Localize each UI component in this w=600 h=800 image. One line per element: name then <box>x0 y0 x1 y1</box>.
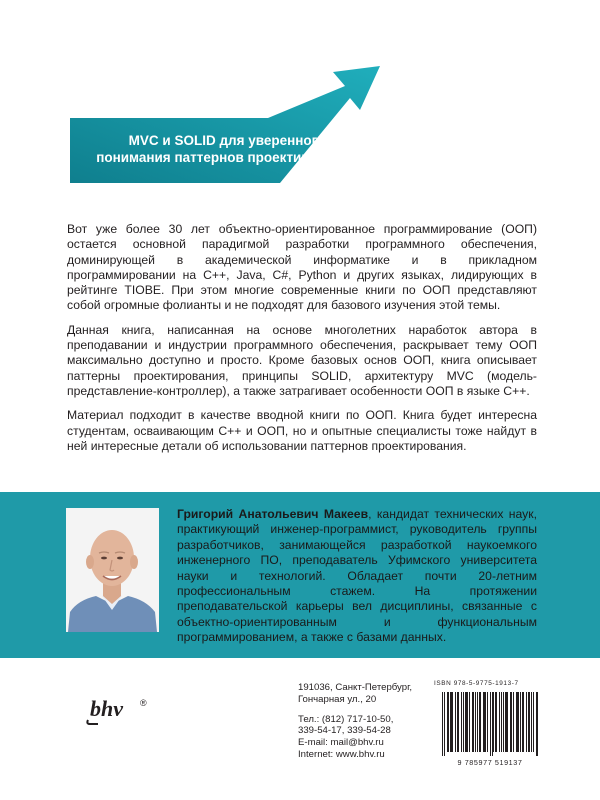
barcode-bar <box>533 692 534 752</box>
barcode-bar <box>450 692 451 752</box>
barcode-bar <box>492 692 493 756</box>
barcode-bar <box>528 692 529 752</box>
address-line-1: 191036, Санкт-Петербург, <box>298 682 413 693</box>
barcode-bar <box>473 692 474 752</box>
barcode-bar <box>457 692 458 752</box>
barcode-bar <box>461 692 462 752</box>
barcode-bar <box>455 692 456 752</box>
barcode-bar <box>516 692 517 752</box>
barcode-bar <box>469 692 470 752</box>
barcode-bar <box>506 692 507 752</box>
barcode-bar <box>463 692 464 752</box>
barcode-bar <box>475 692 476 752</box>
isbn-label: ISBN 978-5-9775-1913-7 <box>434 680 519 687</box>
barcode-bar <box>487 692 488 752</box>
barcode-bar <box>501 692 502 752</box>
bhv-logo <box>84 690 154 726</box>
phone-line-1: Тел.: (812) 717-10-50, <box>298 713 394 725</box>
barcode-bar <box>479 692 480 752</box>
banner-tagline <box>77 116 377 182</box>
barcode-bar <box>517 692 518 752</box>
barcode-bar <box>529 692 530 752</box>
banner-line-1: MVC и SOLID для уверенного <box>128 133 326 148</box>
barcode-bar <box>493 692 494 752</box>
barcode-bar <box>518 692 519 752</box>
book-description <box>67 222 537 463</box>
logo-registered: ® <box>140 698 147 708</box>
internet-line: Internet: www.bhv.ru <box>298 748 385 760</box>
barcode-bar <box>496 692 497 752</box>
barcode-bar <box>507 692 508 752</box>
barcode-bar <box>499 692 500 752</box>
barcode-bar <box>520 692 521 752</box>
barcode-bar <box>526 692 527 752</box>
barcode-bar <box>447 692 448 752</box>
barcode-bar <box>511 692 512 752</box>
barcode-bar <box>483 692 484 752</box>
author-photo <box>66 508 159 632</box>
barcode-bar <box>505 692 506 752</box>
banner-line-2: понимания паттернов проектирования <box>96 150 358 165</box>
barcode-bar <box>484 692 485 752</box>
author-bio <box>177 507 537 646</box>
barcode-bar <box>522 692 523 752</box>
barcode-bar <box>490 692 491 756</box>
isbn-barcode <box>434 690 546 768</box>
barcode-bar <box>448 692 449 752</box>
barcode-bar <box>480 692 481 752</box>
barcode-bar <box>513 692 514 752</box>
barcode-bar <box>472 692 473 752</box>
barcode-bar <box>465 692 466 752</box>
barcode-bar <box>451 692 452 752</box>
barcode-bar <box>531 692 532 752</box>
barcode-bar <box>444 692 445 756</box>
barcode-bar <box>485 692 486 752</box>
email-line: E-mail: mail@bhv.ru <box>298 737 384 749</box>
address-line-2: Гончарная ул., 20 <box>298 693 377 705</box>
description-paragraph-3: Материал подходит в качестве вводной книги по ООП. Книга будет интересна студентам, осваивающим С++ и ООП, но и опытные специалисты тоже найдут в ней интересные детали об использовании паттернов проектирования. <box>67 408 537 453</box>
barcode-bar <box>442 692 443 756</box>
publisher-address <box>298 682 424 761</box>
barcode-bar <box>510 692 511 752</box>
barcode-bar <box>458 692 459 752</box>
description-paragraph-2: Данная книга, написанная на основе многолетних наработок автора в преподавании и индустрии программного обеспечения, раскрывает тему ООП максимально доступно и просто. Кроме базовых основ ООП, книга описывает паттерны проектирования, принципы SOLID, архитектуру MVC (модель-представление-контроллер), а также затрагивает особенности ООП в языке С++. <box>67 322 537 398</box>
description-paragraph-1: Вот уже более 30 лет объектно-ориентированное программирование (ООП) остается основной парадигмой разработки программного обеспечения, доминирующей в академической информатике и в прикладном программировании на С++, Java, C#, Python и других языках, лидирующих в рейтинге TIOBE. При этом многие современные книги по ООП представляют собой огромные фолианты и не подходят для базового изучения этой темы. <box>67 222 537 313</box>
barcode-bar <box>467 692 468 752</box>
barcode-bar <box>503 692 504 752</box>
author-name: Григорий Анатольевич Макеев <box>177 507 369 521</box>
phone-line-2: 339-54-17, 339-54-28 <box>298 725 391 737</box>
barcode-bar <box>466 692 467 752</box>
barcode-bar <box>537 692 538 756</box>
barcode-bar <box>495 692 496 752</box>
barcode-bar <box>477 692 478 752</box>
author-bio-text: , кандидат технических наук, практикующий инженер-программист, руководитель группы разработчиков, занимающейся разработкой наукоемкого инженерного ПО, преподаватель Уфимского университета науки и технологий. Обладает почти 20-летним профессиональным стажем. На протяжении преподавательской карьеры вел дисциплины, связанные с объектно-ориентированным и функциональным программированием, а также с базами данных. <box>177 507 537 645</box>
barcode-bar <box>536 692 537 756</box>
barcode-bar <box>523 692 524 752</box>
logo-text: bhv <box>90 696 123 721</box>
barcode-bar <box>452 692 453 752</box>
barcode-digits: 9 785977 519137 <box>457 758 523 767</box>
